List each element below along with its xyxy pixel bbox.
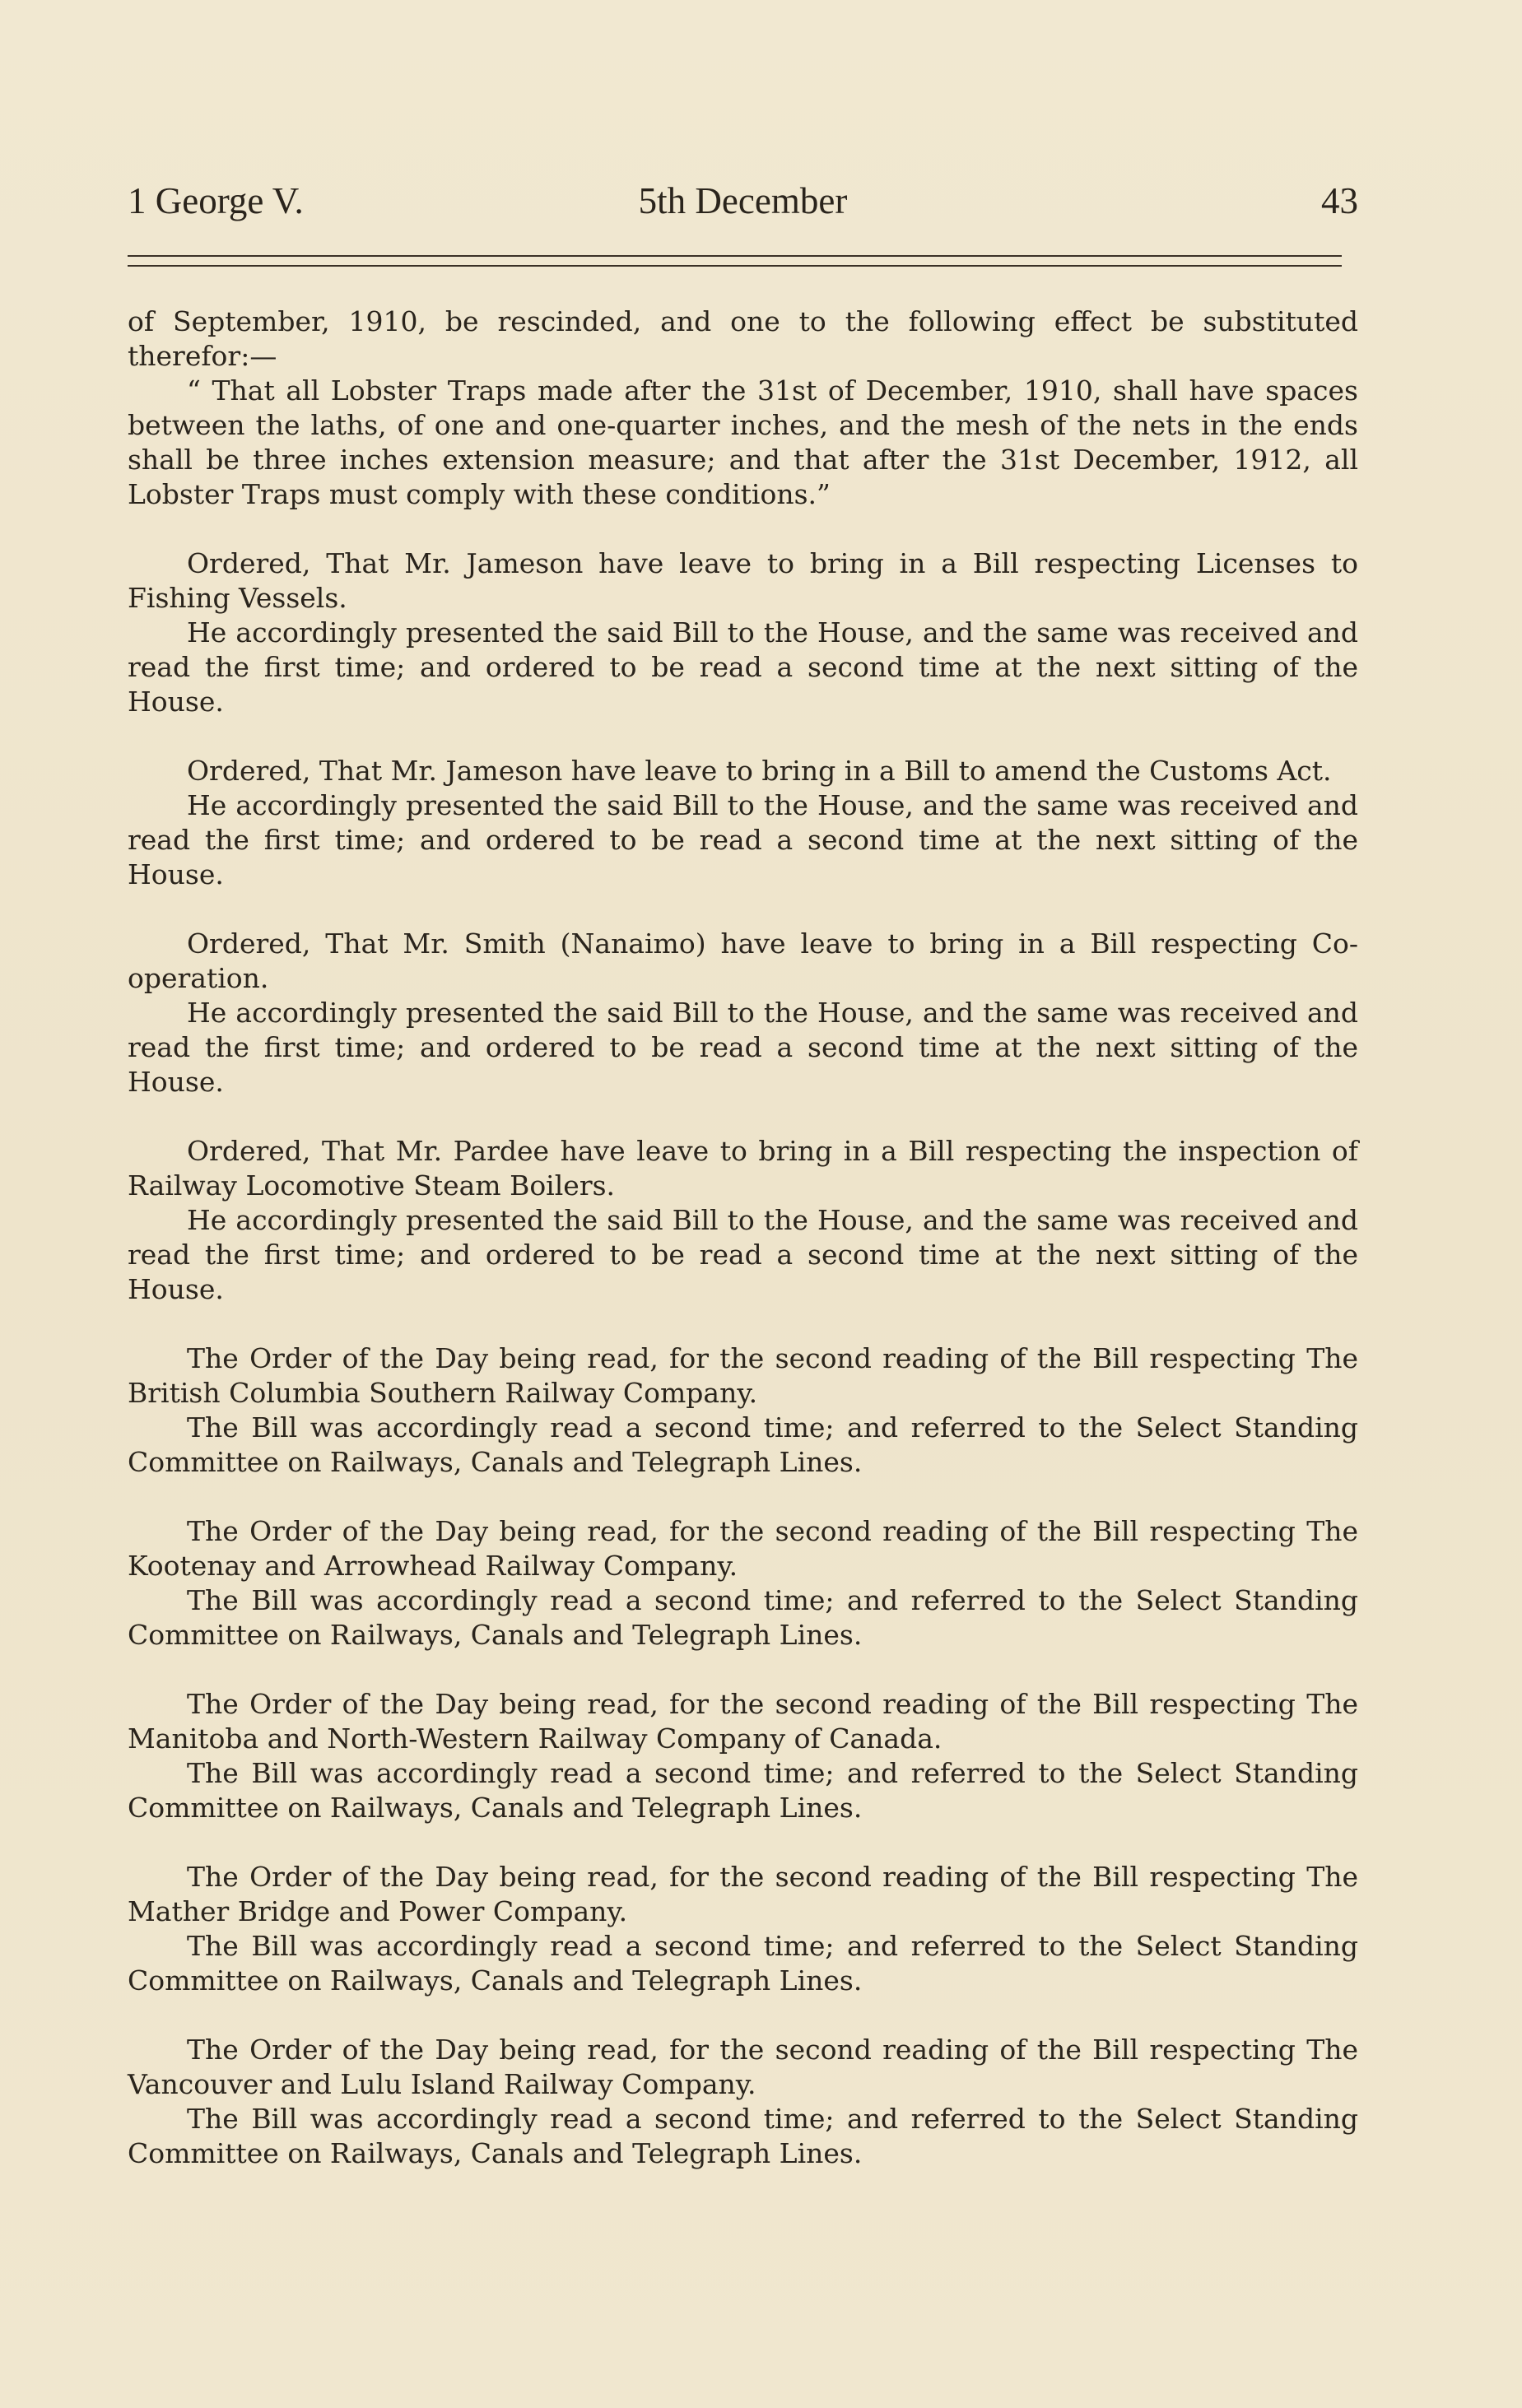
quoted-resolution: “ That all Lobster Traps made after the 31st of December, 1910, shall have spaces between the laths, of one and one-quarter inches, and the mesh of the nets in the ends shall be three inches extension measure; and that after the 31st December, 1912, all Lobster Traps must comply with these conditions.” <box>128 374 1358 510</box>
proceeding-paragraph: He accordingly presented the said Bill to the House, and the same was received and read the first time; and ordered to be read a second time at the next sitting of the House. <box>128 997 1358 1098</box>
page-body <box>128 304 1358 2171</box>
order-paragraph: The Order of the Day being read, for the second reading of the Bill respecting The Kootenay and Arrowhead Railway Company. <box>128 1515 1358 1582</box>
page-header <box>128 179 1358 225</box>
regnal-year: 1 George V. <box>128 180 304 221</box>
proceeding-paragraph: He accordingly presented the said Bill to the House, and the same was received and read the first time; and ordered to be read a second time at the next sitting of the House. <box>128 616 1358 718</box>
order-paragraph: Ordered, That Mr. Smith (Nanaimo) have leave to bring in a Bill respecting Co-operation. <box>128 927 1358 994</box>
order-paragraph: Ordered, That Mr. Jameson have leave to bring in a Bill to amend the Customs Act. <box>187 755 1332 787</box>
order-paragraph: The Order of the Day being read, for the second reading of the Bill respecting The Vancouver and Lulu Island Railway Company. <box>128 2034 1358 2100</box>
order-paragraph: The Order of the Day being read, for the second reading of the Bill respecting The Manitoba and North-Western Railway Company of Canada. <box>128 1688 1358 1755</box>
proceeding-paragraph: The Bill was accordingly read a second time; and referred to the Select Standing Committee on Railways, Canals and Telegraph Lines. <box>128 1584 1358 1651</box>
continued-paragraph: of September, 1910, be rescinded, and one to the following effect be substituted therefor:— <box>128 305 1358 372</box>
order-paragraph: The Order of the Day being read, for the second reading of the Bill respecting The British Columbia Southern Railway Company. <box>128 1342 1358 1409</box>
proceeding-paragraph: The Bill was accordingly read a second time; and referred to the Select Standing Committee on Railways, Canals and Telegraph Lines. <box>128 1411 1358 1478</box>
session-date: 5th December <box>638 180 848 221</box>
header-rule-top <box>128 255 1342 257</box>
page-number: 43 <box>1321 180 1358 221</box>
order-paragraph: Ordered, That Mr. Jameson have leave to bring in a Bill respecting Licenses to Fishing Vessels. <box>128 547 1358 614</box>
header-rule-bottom <box>128 265 1342 267</box>
proceeding-paragraph: The Bill was accordingly read a second time; and referred to the Select Standing Committee on Railways, Canals and Telegraph Lines. <box>128 2103 1358 2169</box>
proceeding-paragraph: He accordingly presented the said Bill to the House, and the same was received and read the first time; and ordered to be read a second time at the next sitting of the House. <box>128 789 1358 890</box>
proceeding-paragraph: The Bill was accordingly read a second time; and referred to the Select Standing Committee on Railways, Canals and Telegraph Lines. <box>128 1757 1358 1824</box>
proceeding-paragraph: He accordingly presented the said Bill to the House, and the same was received and read the first time; and ordered to be read a second time at the next sitting of the House. <box>128 1204 1358 1305</box>
proceeding-paragraph: The Bill was accordingly read a second time; and referred to the Select Standing Committee on Railways, Canals and Telegraph Lines. <box>128 1930 1358 1997</box>
order-paragraph: Ordered, That Mr. Pardee have leave to bring in a Bill respecting the inspection of Railway Locomotive Steam Boilers. <box>128 1135 1358 1202</box>
order-paragraph: The Order of the Day being read, for the second reading of the Bill respecting The Mather Bridge and Power Company. <box>128 1861 1358 1927</box>
